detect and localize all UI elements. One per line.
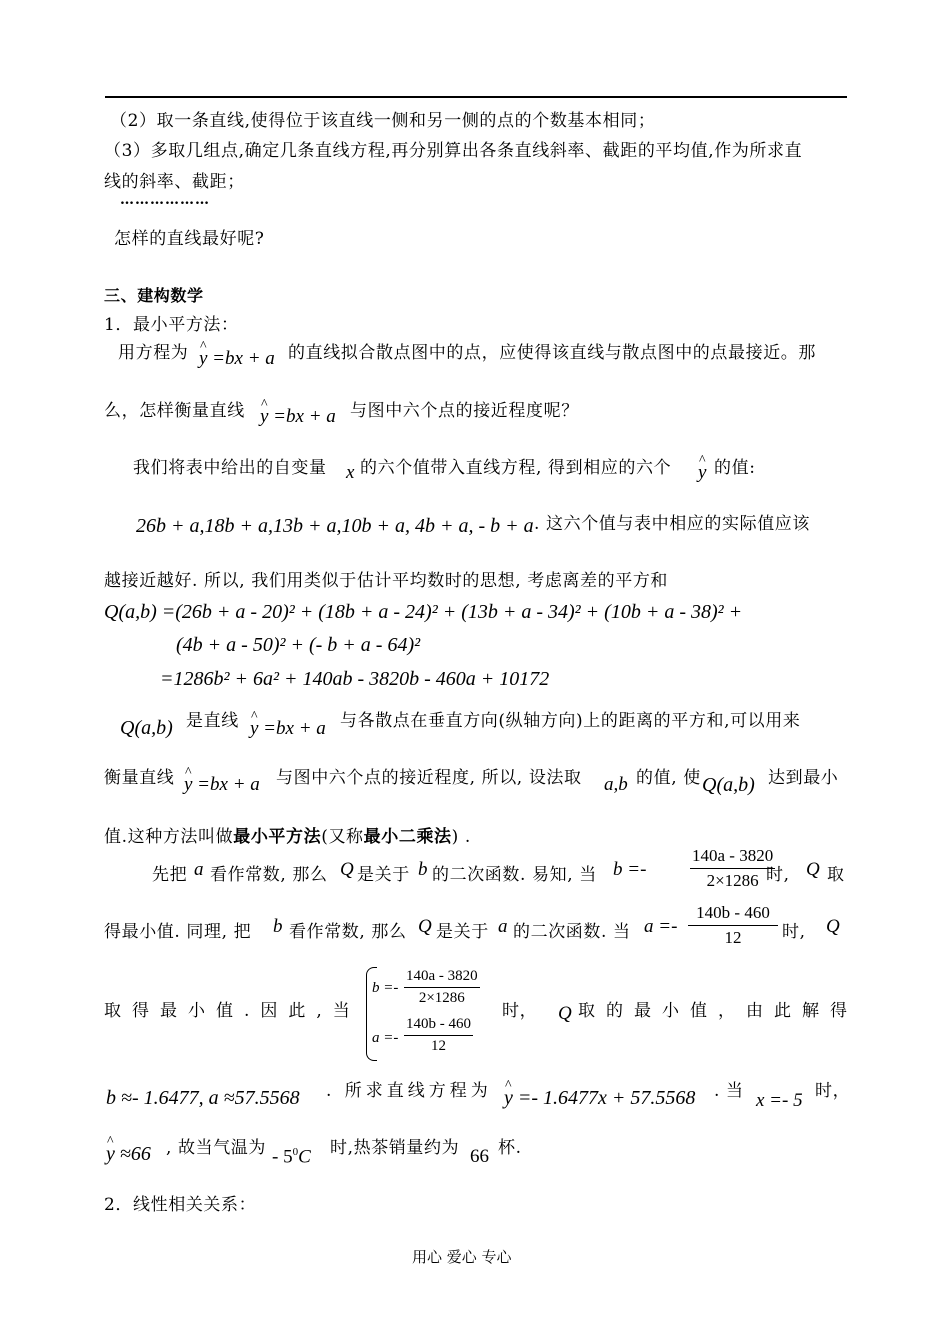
para6-end: 与各散点在垂直方向(纵轴方向)上的距离的平方和,可以用来	[340, 711, 801, 731]
b-equals: b =-	[613, 859, 647, 880]
sales-value: 66	[470, 1146, 489, 1167]
para1-start: 用方程为	[118, 343, 189, 363]
x-value: x =- 5	[756, 1090, 803, 1111]
var-a: a	[194, 859, 204, 880]
var-a-2: a	[498, 916, 508, 937]
Q-ab: Q(a,b)	[120, 717, 173, 739]
header-rule	[105, 96, 847, 98]
fraction-a: $\frac{140b - 460}{12}$	[688, 903, 778, 948]
para9-d: 的二次函数. 易知, 当	[432, 865, 597, 885]
para11-end: 取的最小值，由此解得	[578, 1001, 858, 1021]
para10-b: 看作常数, 那么	[289, 922, 407, 942]
system-frac-b: $\frac{140a - 3820}{2\times 1286}$	[406, 968, 478, 1006]
a-equals: a =-	[644, 916, 678, 937]
para12-a: . 所求直线方程为	[326, 1081, 492, 1101]
para13-a: , 故当气温为	[166, 1138, 267, 1158]
var-Q-3: Q	[418, 916, 432, 937]
predicted-values: 26b + a,18b + a,13b + a,10b + a, 4b + a, - b + a	[136, 515, 534, 537]
system-a: a =-	[372, 1030, 399, 1046]
system-frac-a: $\frac{140b - 460}{12}$	[406, 1016, 471, 1054]
subsection-2: 2．线性相关关系：	[104, 1195, 257, 1215]
section-heading: 三、建构数学	[104, 286, 204, 305]
para6-start: 是直线	[186, 711, 239, 731]
para1-end: 的直线拟合散点图中的点，应使得该直线与散点图中的点最接近。那	[288, 343, 816, 363]
para7-start: 衡量直线	[104, 768, 175, 788]
var-Q-4: Q	[826, 916, 840, 937]
para7-mid: 与图中六个点的接近程度, 所以, 设法取	[276, 768, 582, 788]
para8: 值.这种方法叫做最小平方法(又称最小二乘法) .	[104, 827, 471, 847]
para5: 越接近越好. 所以, 我们用类似于估计平均数时的思想, 考虑离差的平方和	[104, 571, 669, 591]
fraction-b: $\frac{140a - 3820}{2\times 1286}$	[692, 846, 774, 890]
regression-eq-2: ^ y =bx + a	[260, 406, 336, 428]
para13-c: 杯.	[498, 1138, 522, 1158]
fitted-line-eq: ^ y =- 1.6477x + 57.5568	[504, 1087, 695, 1110]
para13-b: 时,热茶销量约为	[330, 1138, 460, 1158]
para10-e: 时,	[782, 922, 806, 942]
var-Q-2: Q	[806, 859, 820, 880]
para9-f: 取	[827, 865, 845, 885]
ellipsis: ………………	[120, 192, 210, 208]
text-line-3: （3）多取几组点,确定几条直线方程,再分别算出各条直线斜率、截距的平均值,作为所求直	[104, 141, 803, 161]
para11-b: 时，	[502, 1001, 538, 1021]
term-least-squares-alt: 最小二乘法	[363, 827, 452, 847]
para9-b: 看作常数, 那么	[210, 865, 328, 885]
para10-d: 的二次函数. 当	[513, 922, 631, 942]
term-least-squares: 最小平方法	[233, 827, 322, 847]
regression-eq-4: ^ y =bx + a	[184, 774, 260, 796]
var-b-2: b	[273, 916, 283, 937]
Q-expansion-1: Q(a,b) =(26b + a - 20)² + (18b + a - 24)² + (13b + a - 34)² + (10b + a - 38)² +	[104, 601, 743, 623]
para7-mid2: 的值, 使	[636, 768, 701, 788]
var-Q: Q	[340, 859, 354, 880]
var-b: b	[418, 859, 428, 880]
page-footer: 用心 爱心 专心	[412, 1248, 512, 1266]
Q-expansion-3: =1286b² + 6a² + 140ab - 3820b - 460a + 10172	[160, 668, 550, 690]
para12-b: . 当	[714, 1081, 744, 1101]
text-line-3-cont: 线的斜率、截距；	[104, 172, 245, 192]
para10-start: 得最小值. 同理, 把	[104, 922, 252, 942]
para3-end: 的值:	[714, 458, 756, 478]
regression-eq: ^ y =bx + a	[199, 348, 275, 370]
var-x: x	[346, 462, 355, 483]
para2-start: 么，怎样衡量直线	[104, 401, 245, 421]
para7-end: 达到最小	[768, 768, 839, 788]
coefficient-values: b ≈- 1.6477, a ≈57.5568	[106, 1087, 300, 1109]
var-Q-5: Q	[558, 1003, 572, 1024]
para12-c: 时，	[815, 1081, 851, 1101]
para9-e: 时,	[766, 865, 790, 885]
para9-start: 先把	[152, 865, 188, 885]
para9-c: 是关于	[357, 865, 410, 885]
system-b: b =-	[372, 980, 399, 996]
para10-c: 是关于	[436, 922, 489, 942]
Q-ab-2: Q(a,b)	[702, 774, 755, 796]
para4-end: . 这六个值与表中相应的实际值应该	[534, 514, 811, 534]
var-yhat: ^ y	[698, 462, 706, 484]
text-line-2: （2）取一条直线,使得位于该直线一侧和另一侧的点的个数基本相同；	[110, 111, 656, 131]
question-line: 怎样的直线最好呢?	[114, 229, 265, 249]
regression-eq-3: ^ y =bx + a	[250, 718, 326, 740]
para11-start: 取得最小值.因此,当	[104, 1001, 361, 1021]
y-value: ^ y ≈66	[106, 1143, 151, 1166]
para3-start: 我们将表中给出的自变量	[133, 458, 327, 478]
para2-end: 与图中六个点的接近程度呢？	[350, 401, 579, 421]
temperature: - $5^0C$	[272, 1146, 311, 1168]
para3-mid: 的六个值带入直线方程, 得到相应的六个	[360, 458, 672, 478]
subsection-1: 1．最小平方法：	[104, 315, 239, 335]
Q-expansion-2: (4b + a - 50)² + (- b + a - 64)²	[176, 634, 421, 656]
vars-ab: a,b	[604, 774, 628, 795]
